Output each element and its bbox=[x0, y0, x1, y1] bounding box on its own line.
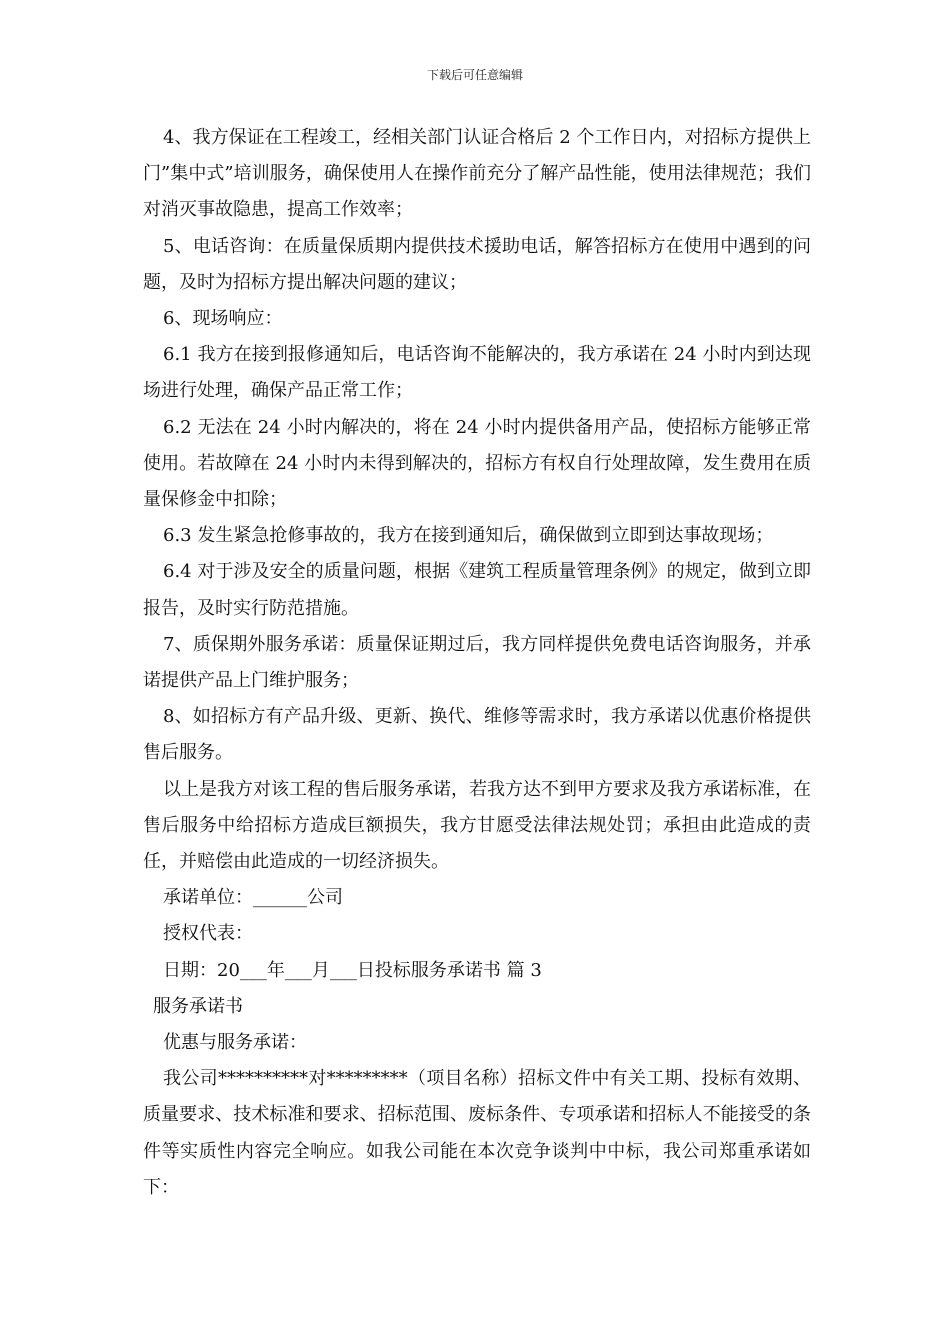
paragraph-phone-consulting: 5、电话咨询：在质量保质期内提供技术援助电话，解答招标方在使用中遇到的问题，及时为招标方提出解决问题的建议； bbox=[143, 235, 811, 293]
signature-date-line: 日期：20___年___月___日投标服务承诺书 篇 3 bbox=[163, 959, 542, 981]
section-title: 服务承诺书 bbox=[153, 995, 243, 1017]
section-subtitle: 优惠与服务承诺： bbox=[163, 1032, 307, 1054]
document-body bbox=[143, 120, 811, 1206]
paragraph-6-1: 6.1 我方在接到报修通知后，电话咨询不能解决的，我方承诺在 24 小时内到达现场进行处理，确保产品正常工作； bbox=[143, 344, 811, 402]
paragraph-training-service: 4、我方保证在工程竣工，经相关部门认证合格后 2 个工作日内，对招标方提供上门”集中式”培训服务，确保使用人在操作前充分了解产品性能，使用法律规范；我们对消灭事故隐患，提高工作效率； bbox=[143, 127, 811, 221]
paragraph-post-warranty: 7、质保期外服务承诺：质量保证期过后，我方同样提供免费电话咨询服务，并承诺提供产品上门维护服务； bbox=[143, 633, 811, 692]
paragraph-commitment-intro: 我公司**********对*********（项目名称）招标文件中有关工期、投标有效期、质量要求、技术标准和要求、招标范围、废标条件、专项承诺和招标人不能接受的条件等实质性内容完全响应。如我公司能在本次竞争谈判中中标，我公司郑重承诺如下： bbox=[143, 1068, 811, 1198]
paragraph-6-3: 6.3 发生紧急抢修事故的，我方在接到通知后，确保做到立即到达事故现场； bbox=[163, 525, 774, 547]
signature-representative-line: 授权代表： bbox=[163, 923, 253, 945]
paragraph-upgrade-service: 8、如招标方有产品升级、更新、换代、维修等需求时，我方承诺以优惠价格提供售后服务。 bbox=[143, 706, 811, 764]
page-header-note: 下载后可任意编辑 bbox=[426, 68, 523, 82]
paragraph-onsite-response: 6、现场响应： bbox=[163, 308, 283, 330]
signature-company-line: 承诺单位：______公司 bbox=[163, 887, 343, 909]
paragraph-summary: 以上是我方对该工程的售后服务承诺，若我方达不到甲方要求及我方承诺标准，在售后服务中给招标方造成巨额损失，我方甘愿受法律法规处罚；承担由此造成的责任，并赔偿由此造成的一切经济损失。 bbox=[143, 778, 811, 873]
paragraph-6-2: 6.2 无法在 24 小时内解决的，将在 24 小时内提供备用产品，使招标方能够正常使用。若故障在 24 小时内未得到解决的，招标方有权自行处理故障，发生费用在质量保修金中扣除； bbox=[143, 416, 811, 511]
paragraph-6-4: 6.4 对于涉及安全的质量问题，根据《建筑工程质量管理条例》的规定，做到立即报告，及时实行防范措施。 bbox=[143, 561, 811, 619]
